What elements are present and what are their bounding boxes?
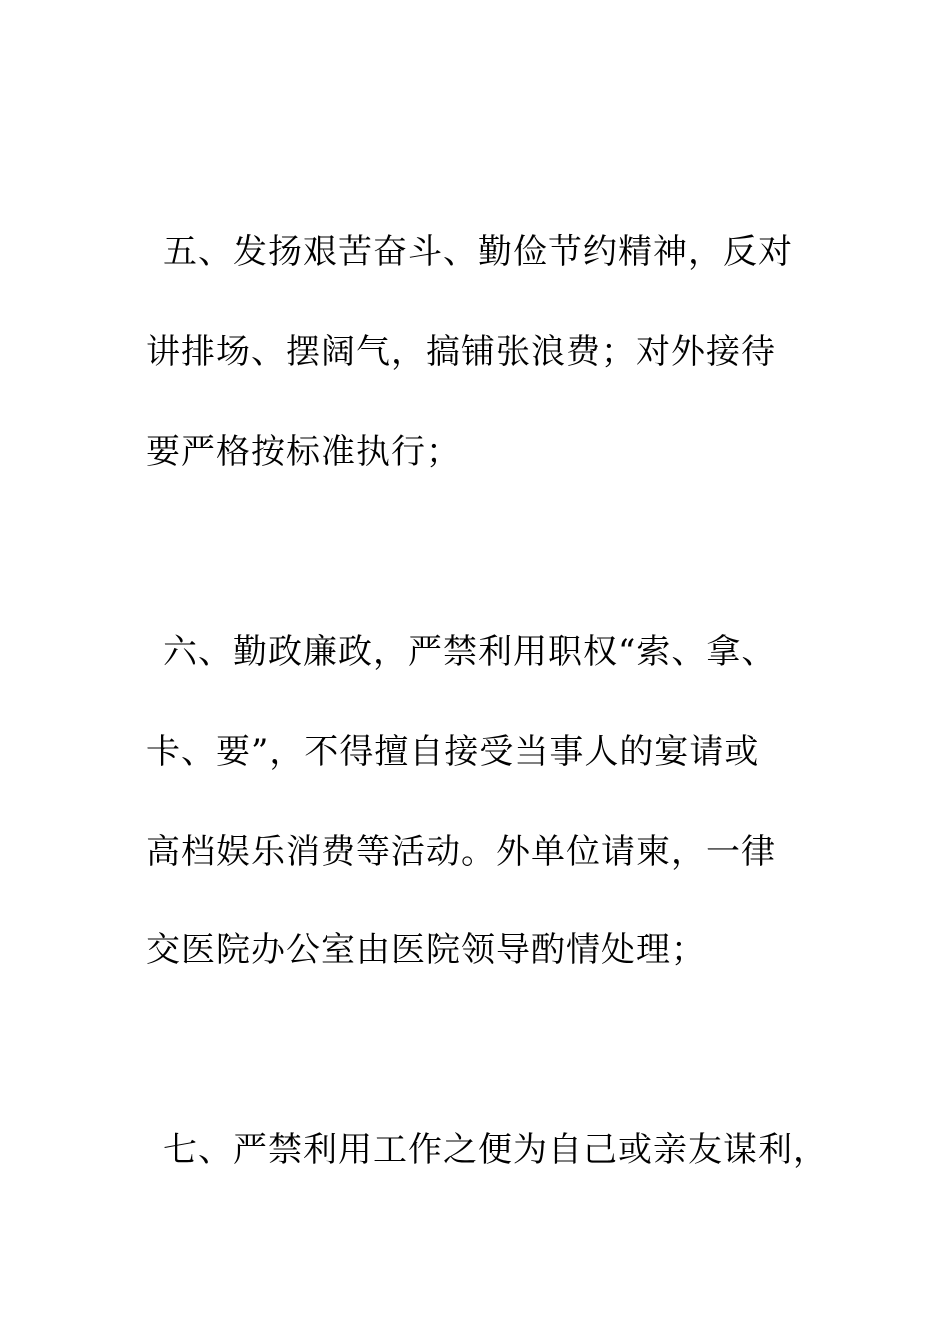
paragraph-6-line-4: 交医院办公室由医院领导酌情处理； [146,930,706,970]
paragraph-6-line-1: 六、勤政廉政，严禁利用职权“索、拿、 [163,632,777,672]
paragraph-5-line-1: 五、发扬艰苦奋斗、勤俭节约精神，反对 [163,232,793,272]
paragraph-7-line-1: 七、严禁利用工作之便为自己或亲友谋利， [163,1130,828,1170]
paragraph-5-line-2: 讲排场、摆阔气，搞铺张浪费；对外接待 [146,332,776,372]
paragraph-6-line-2: 卡、要”，不得擅自接受当事人的宴请或 [146,732,760,772]
paragraph-5-line-3: 要严格按标准执行； [146,432,461,472]
paragraph-6-line-3: 高档娱乐消费等活动。外单位请柬，一律 [146,832,776,872]
